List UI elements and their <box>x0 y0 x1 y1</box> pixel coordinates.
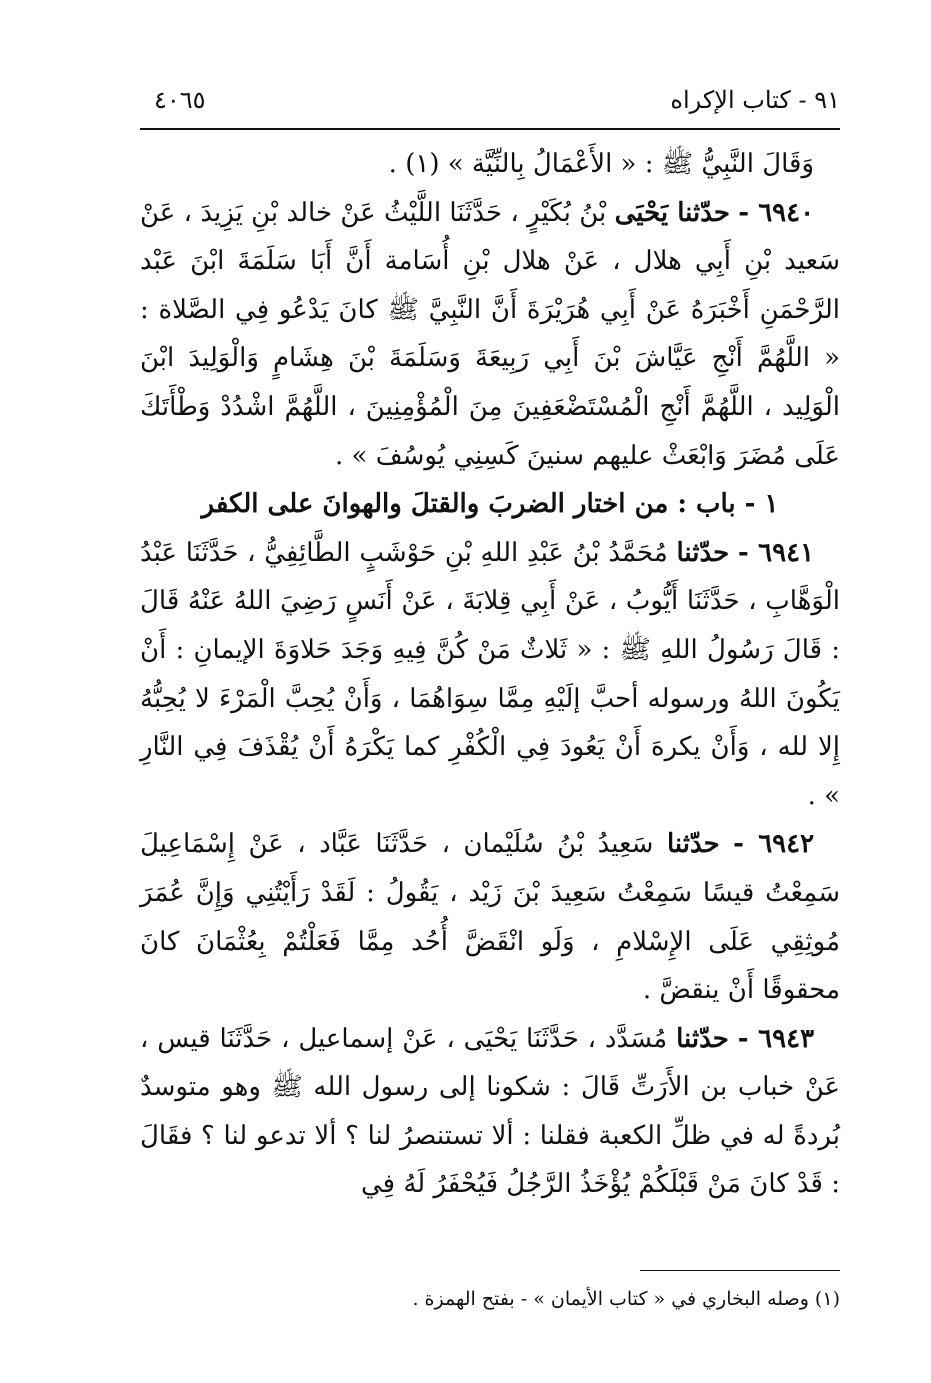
running-head <box>140 78 840 122</box>
hadith-text: سَعِيدُ بْنُ سُلَيْمان ، حَدَّثَنَا عَبَّاد ، عَنْ إِسْمَاعِيلَ سَمِعْتُ قيسًا سَمِعْتُ سَعِيدَ بْنَ زَيْد ، يَقُولُ : لَقَدْ رَأَيْتُنِي وَإِنَّ عُمَرَ مُوثِقِي عَلَى الإِسْلامِ ، وَلَو انْقَضَّ أُحُد مِمَّا فَعَلْتُمْ بِعُثْمَانَ كانَ محقوقًا أَنْ ينقضَّ . <box>140 829 840 1006</box>
hadith-6940 <box>140 189 840 481</box>
footnote: (١) وصله البخاري في « كتاب الأيمان » - بفتح الهمزة . <box>412 1288 840 1310</box>
hadith-narrator: حدّثنا <box>676 1023 729 1054</box>
hadith-number: ٦٩٤٢ - <box>733 829 815 860</box>
page-number: ٤٠٦٥ <box>154 86 206 114</box>
footnote-rule <box>640 1270 840 1271</box>
main-text <box>140 140 840 1209</box>
hadith-6942 <box>140 820 840 1014</box>
hadith-text: مُحَمَّدُ بْنُ عَبْدِ اللهِ بْنِ حَوْشَبٍ الطَّائِفِيُّ ، حَدَّثَنَا عَبْدُ الْوَهَّابِ ، حَدَّثَنَا أَيُّوبُ ، عَنْ أَبِي قِلابَةَ ، عَنْ أَنَسٍ رَضِيَ اللهُ عَنْهُ قَالَ : قَالَ رَسُولُ اللهِ ﷺ : « ثَلاثٌ مَنْ كُنَّ فِيهِ وَجَدَ حَلاوَةَ الإيمانِ : أَنْ يَكُونَ اللهُ ورسوله أحبَّ إلَيْهِ مِمَّا سِوَاهُمَا ، وَأَنْ يُحِبَّ الْمَرْءَ لا يُحِبُّهُ إِلا لله ، وَأَنْ يكرهَ أَنْ يَعُودَ فِي الْكُفْرِ كما يَكْرَهُ أَنْ يُقْذَفَ فِي النَّارِ » . <box>140 537 840 811</box>
chapter-title: ٩١ - كتاب الإكراه <box>670 86 840 114</box>
paragraph-text: وَقَالَ النَّبِيُّ ﷺ : « الأَعْمَالُ بِالنِّيَّة » (١) . <box>388 149 814 179</box>
hadith-number: ٦٩٤١ - <box>737 537 815 568</box>
hadith-text: بْنُ بُكَيْرٍ ، حَدَّثَنَا اللَّيْثُ عَنْ خالد بْنِ يَزِيدَ ، عَنْ سَعيد بْنِ أَبِي هلال ، عَنْ هلال بْنِ أُسَامة أَنَّ أَبَا سَلَمَةَ ابْنَ عَبْد الرَّحْمَنِ أَخْبَرَهُ عَنْ أَبِي هُرَيْرَةَ أَنَّ النَّبِيَّ ﷺ كانَ يَدْعُو فِي الصَّلاة : « اللَّهُمَّ أَنْجِ عَيَّاشَ بْنَ أَبِي رَبِيعَةَ وَسَلَمَةَ بْنَ هِشَامٍ وَالْوَلِيدَ ابْنَ الْوَلِيد ، اللَّهُمَّ أَنْجِ الْمُسْتَضْعَفِينَ مِنَ الْمُؤْمِنِينَ ، اللَّهُمَّ اشْدُدْ وَطْأَتَكَ عَلَى مُضَرَ وَابْعَثْ عليهم سنينَ كَسِنِي يُوسُفَ » . <box>140 197 840 471</box>
hadith-narrator: حدّثنا <box>666 829 720 860</box>
hadith-narrator: حدّثنا يَحْيَى <box>614 197 730 228</box>
hadith-narrator: حدّثنا <box>676 537 730 568</box>
hadith-6941 <box>140 529 840 821</box>
paragraph-prophet-saying <box>140 140 840 189</box>
header-rule <box>140 128 840 130</box>
chapter-heading: ١ - باب : من اختار الضربَ والقتلَ والهوانَ على الكفر <box>201 489 779 520</box>
hadith-number: ٦٩٤٣ - <box>737 1023 815 1054</box>
book-page <box>140 78 840 1348</box>
hadith-text: مُسَدَّد ، حَدَّثَنَا يَحْيَى ، عَنْ إسماعيل ، حَدَّثَنَا قيس ، عَنْ خباب بن الأَرَتِّ قَالَ : شكونا إلى رسول الله ﷺ وهو متوسدٌ بُردةً له في ظلِّ الكعبة فقلنا : ألا تستنصرُ لنا ؟ ألا تدعو لنا ؟ فقَالَ : قَدْ كانَ مَنْ قَبْلَكُمْ يُؤْخَذُ الرَّجُلُ فَيُحْفَرُ لَهُ فِي <box>140 1023 840 1200</box>
hadith-6943 <box>140 1015 840 1209</box>
hadith-number: ٦٩٤٠ - <box>738 197 815 228</box>
